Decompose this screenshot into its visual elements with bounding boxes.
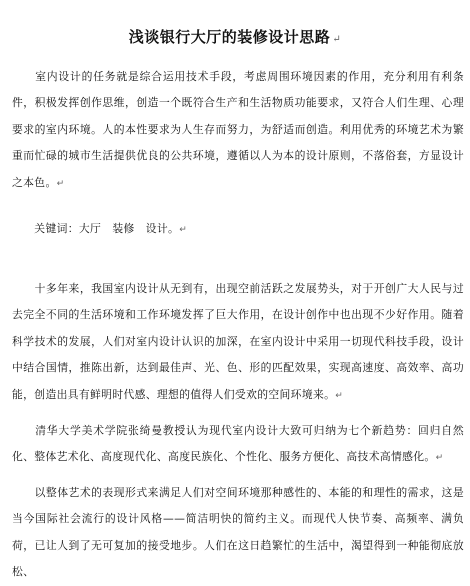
paragraph-mark-icon: ↵	[435, 453, 444, 464]
paragraph-mark-icon: ↵	[179, 225, 188, 235]
paragraph-text: 十多年来，我国室内设计从无到有，出现空前活跃之发展势头，对于开创广大人民与过去完全不同的生活环境和工作环境发挥了巨大作用，在设计创作中也出现不少好作用。随着科学技术的发展，人们对室内设计认识的加深，在室内设计中采用一切现代科技手段，设计中结合国情，推陈出新，达到最佳声、光、色、形的匹配效果，实现高速度、高效率、高功能，创造出具有鲜明时代感、理想的值得人们受欢的空间环境来。	[12, 282, 464, 401]
title-text: 浅谈银行大厅的装修设计思路	[128, 28, 331, 46]
paragraph-text: 室内设计的任务就是综合运用技术手段，考虑周围环境因素的作用，充分利用有利条件，积极发挥创作思维，创造一个既符合生产和生活物质功能要求，又符合人们生理、心理要求的室内环境。人的本性要求为人生存而努力，为舒适而创造。利用优秀的环境艺术为繁重而忙碌的城市生活提供优良的公共环境，遵循以人为本的设计原则，不落俗套，方显设计之本色。	[12, 70, 464, 189]
body-paragraph	[12, 418, 464, 472]
paragraph-mark-icon: ↵	[56, 178, 65, 189]
keywords-text: 关键词：大厅 装修 设计。	[12, 222, 180, 235]
document-title	[0, 26, 470, 47]
body-paragraph	[12, 276, 464, 409]
paragraph-mark-icon: ↵	[335, 390, 344, 401]
paragraph-text: 清华大学美术学院张绮曼教授认为现代室内设计大致可归纳为七个新趋势：回归自然化、整体艺术化、高度现代化、高度民族化、个性化、服务方便化、高技术高情感化。	[12, 424, 464, 464]
paragraph-mark-icon: ↵	[332, 34, 342, 45]
keywords-line	[12, 216, 464, 243]
body-paragraph	[12, 480, 464, 586]
paragraph-text: 以整体艺术的表现形式来满足人们对空间环境那种感性的、本能的和理性的需求，这是当今国际社会流行的设计风格——简洁明快的简约主义。而现代人快节奏、高频率、满负荷，已让人到了无可复加的接受地步。人们在这日趋繁忙的生活中，渴望得到一种能彻底放松、	[12, 486, 464, 579]
body-paragraph	[12, 64, 464, 197]
